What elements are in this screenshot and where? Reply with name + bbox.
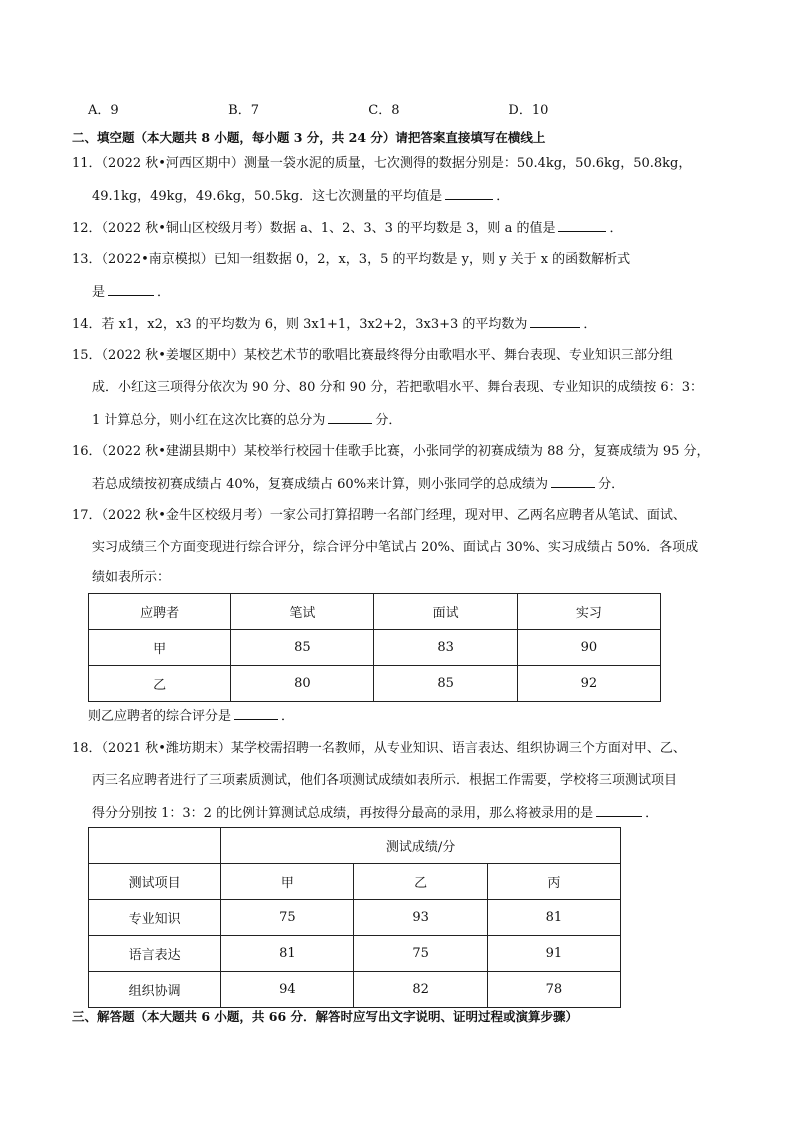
answer-blank[interactable] [108,282,154,296]
question-number: 12． [72,221,102,236]
option-d: D．10 [508,103,549,118]
question-text: 实习成绩三个方面变现进行综合评分，综合评分中笔试占 20%、面试占 30%、实习成绩占 50%．各项成 [92,540,699,555]
question-16-cont: 若总成绩按初赛成绩占 40%，复赛成绩占 60%来计算，则小张同学的总成绩为 分． [92,474,624,495]
table-cell: 语言表达 [89,936,221,972]
question-16 [72,442,710,462]
question-14: 14．若 x1，x2，x3 的平均数为 6，则 3x1+1，3x2+2，3x3+3 的平均数为 ． [72,314,596,335]
table-header-cell: 测试项目 [89,864,221,900]
section-2-heading: 二、填空题（本大题共 8 小题，每小题 3 分，共 24 分）请把答案直接填写在横线上 [72,130,546,145]
table-cell: 94 [221,972,354,1008]
table-title-cell: 测试成绩/分 [221,828,621,864]
question-text: （2022 秋•河西区期中）测量一袋水泥的质量，七次测得的数据分别是：50.4kg，50.6kg，50.8kg， [101,156,692,171]
table-row [89,972,621,1008]
table-header-row [89,594,661,630]
question-text: （2022•南京模拟）已知一组数据 0，2，x，3，5 的平均数是 y，则 y 关于 x 的函数解析式 [101,252,631,267]
table-header-row [89,828,621,864]
table-cell: 90 [517,630,660,666]
question-11 [72,154,691,174]
table-cell: 82 [354,972,487,1008]
question-number: 15． [72,348,102,363]
question-number: 14． [72,317,102,332]
question-17-after: 则乙应聘者的综合评分是 ． [88,706,294,727]
table-header-cell: 甲 [221,864,354,900]
question-text: 1 计算总分，则小红在这次比赛的总分为 [92,413,326,428]
table-cell: 83 [374,630,517,666]
table-cell: 85 [231,630,374,666]
question-text: 则乙应聘者的综合评分是 [88,709,232,724]
answer-blank[interactable] [558,218,606,232]
table-cell: 81 [487,900,620,936]
question-15-cont2: 1 计算总分，则小红在这次比赛的总分为 分． [92,410,401,431]
question-text: 得分分别按 1：3：2 的比例计算测试总成绩，再按得分最高的录用，那么将被录用的是 [92,806,594,821]
answer-options [88,101,644,121]
question-text: 若总成绩按初赛成绩占 40%，复赛成绩占 60%来计算，则小张同学的总成绩为 [92,477,549,492]
table-row [89,630,661,666]
table-row [89,666,661,702]
option-b: B．7 [228,103,259,118]
question-text: （2022 秋•铜山区校级月考）数据 a、1、2、3、3 的平均数是 3，则 a 的值是 [101,221,556,236]
question-12: 12．（2022 秋•铜山区校级月考）数据 a、1、2、3、3 的平均数是 3，则 a 的值是 ． [72,218,622,239]
answer-blank[interactable] [328,410,372,424]
question-15-cont [92,378,703,398]
question-text: 49.1kg，49kg，49.6kg，50.5kg．这七次测量的平均值是 [92,189,443,204]
table-cell: 75 [354,936,487,972]
table-cell: 乙 [89,666,231,702]
question-17 [72,506,686,526]
table-header-cell: 面试 [374,594,517,630]
table-cell: 75 [221,900,354,936]
table-row [89,900,621,936]
answer-blank[interactable] [551,474,595,488]
question-text: （2022 秋•建湖县期中）某校举行校园十佳歌手比赛，小张同学的初赛成绩为 88 分，复赛成绩为 95 分， [101,444,710,459]
table-cell: 81 [221,936,354,972]
question-18 [72,739,686,759]
table-header-cell: 应聘者 [89,594,231,630]
table-header-row [89,864,621,900]
question-number: 18． [72,741,102,756]
table-cell: 甲 [89,630,231,666]
question-17-cont [92,538,698,558]
table-cell: 91 [487,936,620,972]
question-text: 是 [92,285,106,300]
question-18-cont2: 得分分别按 1：3：2 的比例计算测试总成绩，再按得分最高的录用，那么将被录用的是 ． [92,803,658,824]
question-text: 若 x1，x2，x3 的平均数为 6，则 3x1+1，3x2+2，3x3+3 的平均数为 [101,317,528,332]
table-header-cell: 乙 [354,864,487,900]
answer-blank[interactable] [234,706,278,720]
question-text: 成．小红这三项得分依次为 90 分、80 分和 90 分，若把歌唱水平、舞台表现、专业知识的成绩按 6：3： [92,380,703,395]
q17-score-table [88,593,661,702]
table-cell: 80 [231,666,374,702]
table-cell: 专业知识 [89,900,221,936]
table-cell: 93 [354,900,487,936]
option-c: C．8 [368,103,400,118]
question-number: 16． [72,444,102,459]
question-15 [72,346,673,366]
option-a: A．9 [88,103,119,118]
table-cell: 92 [517,666,660,702]
question-text: 丙三名应聘者进行了三项素质测试，他们各项测试成绩如表所示．根据工作需要，学校将三项测试项目 [92,773,678,788]
question-number: 13． [72,252,102,267]
section-3-heading: 三、解答题（本大题共 6 小题，共 66 分．解答时应写出文字说明、证明过程或演算步骤） [72,1009,579,1024]
table-cell: 78 [487,972,620,1008]
table-header-cell: 丙 [487,864,620,900]
question-18-cont [92,771,677,791]
table-row [89,936,621,972]
table-header-cell: 笔试 [231,594,374,630]
question-17-cont2 [92,568,170,588]
table-header-cell: 实习 [517,594,660,630]
q18-score-table [88,827,621,1008]
question-13 [72,250,630,270]
question-text: （2022 秋•金牛区校级月考）一家公司打算招聘一名部门经理，现对甲、乙两名应聘者从笔试、面试、 [101,508,686,523]
question-text: （2022 秋•姜堰区期中）某校艺术节的歌唱比赛最终得分由歌唱水平、舞台表现、专业知识三部分组 [101,348,673,363]
question-number: 17． [72,508,102,523]
question-number: 11． [72,156,102,171]
answer-blank[interactable] [530,314,580,328]
table-corner-cell [89,828,221,864]
table-cell: 组织协调 [89,972,221,1008]
answer-blank[interactable] [445,186,493,200]
question-text: （2021 秋•潍坊期末）某学校需招聘一名教师，从专业知识、语言表达、组织协调三个方面对甲、乙、 [101,741,686,756]
question-text: 绩如表所示： [92,570,171,585]
question-13-cont: 是 ． [92,282,170,303]
table-cell: 85 [374,666,517,702]
question-11-cont: 49.1kg，49kg，49.6kg，50.5kg．这七次测量的平均值是 ． [92,186,509,207]
answer-blank[interactable] [596,803,642,817]
